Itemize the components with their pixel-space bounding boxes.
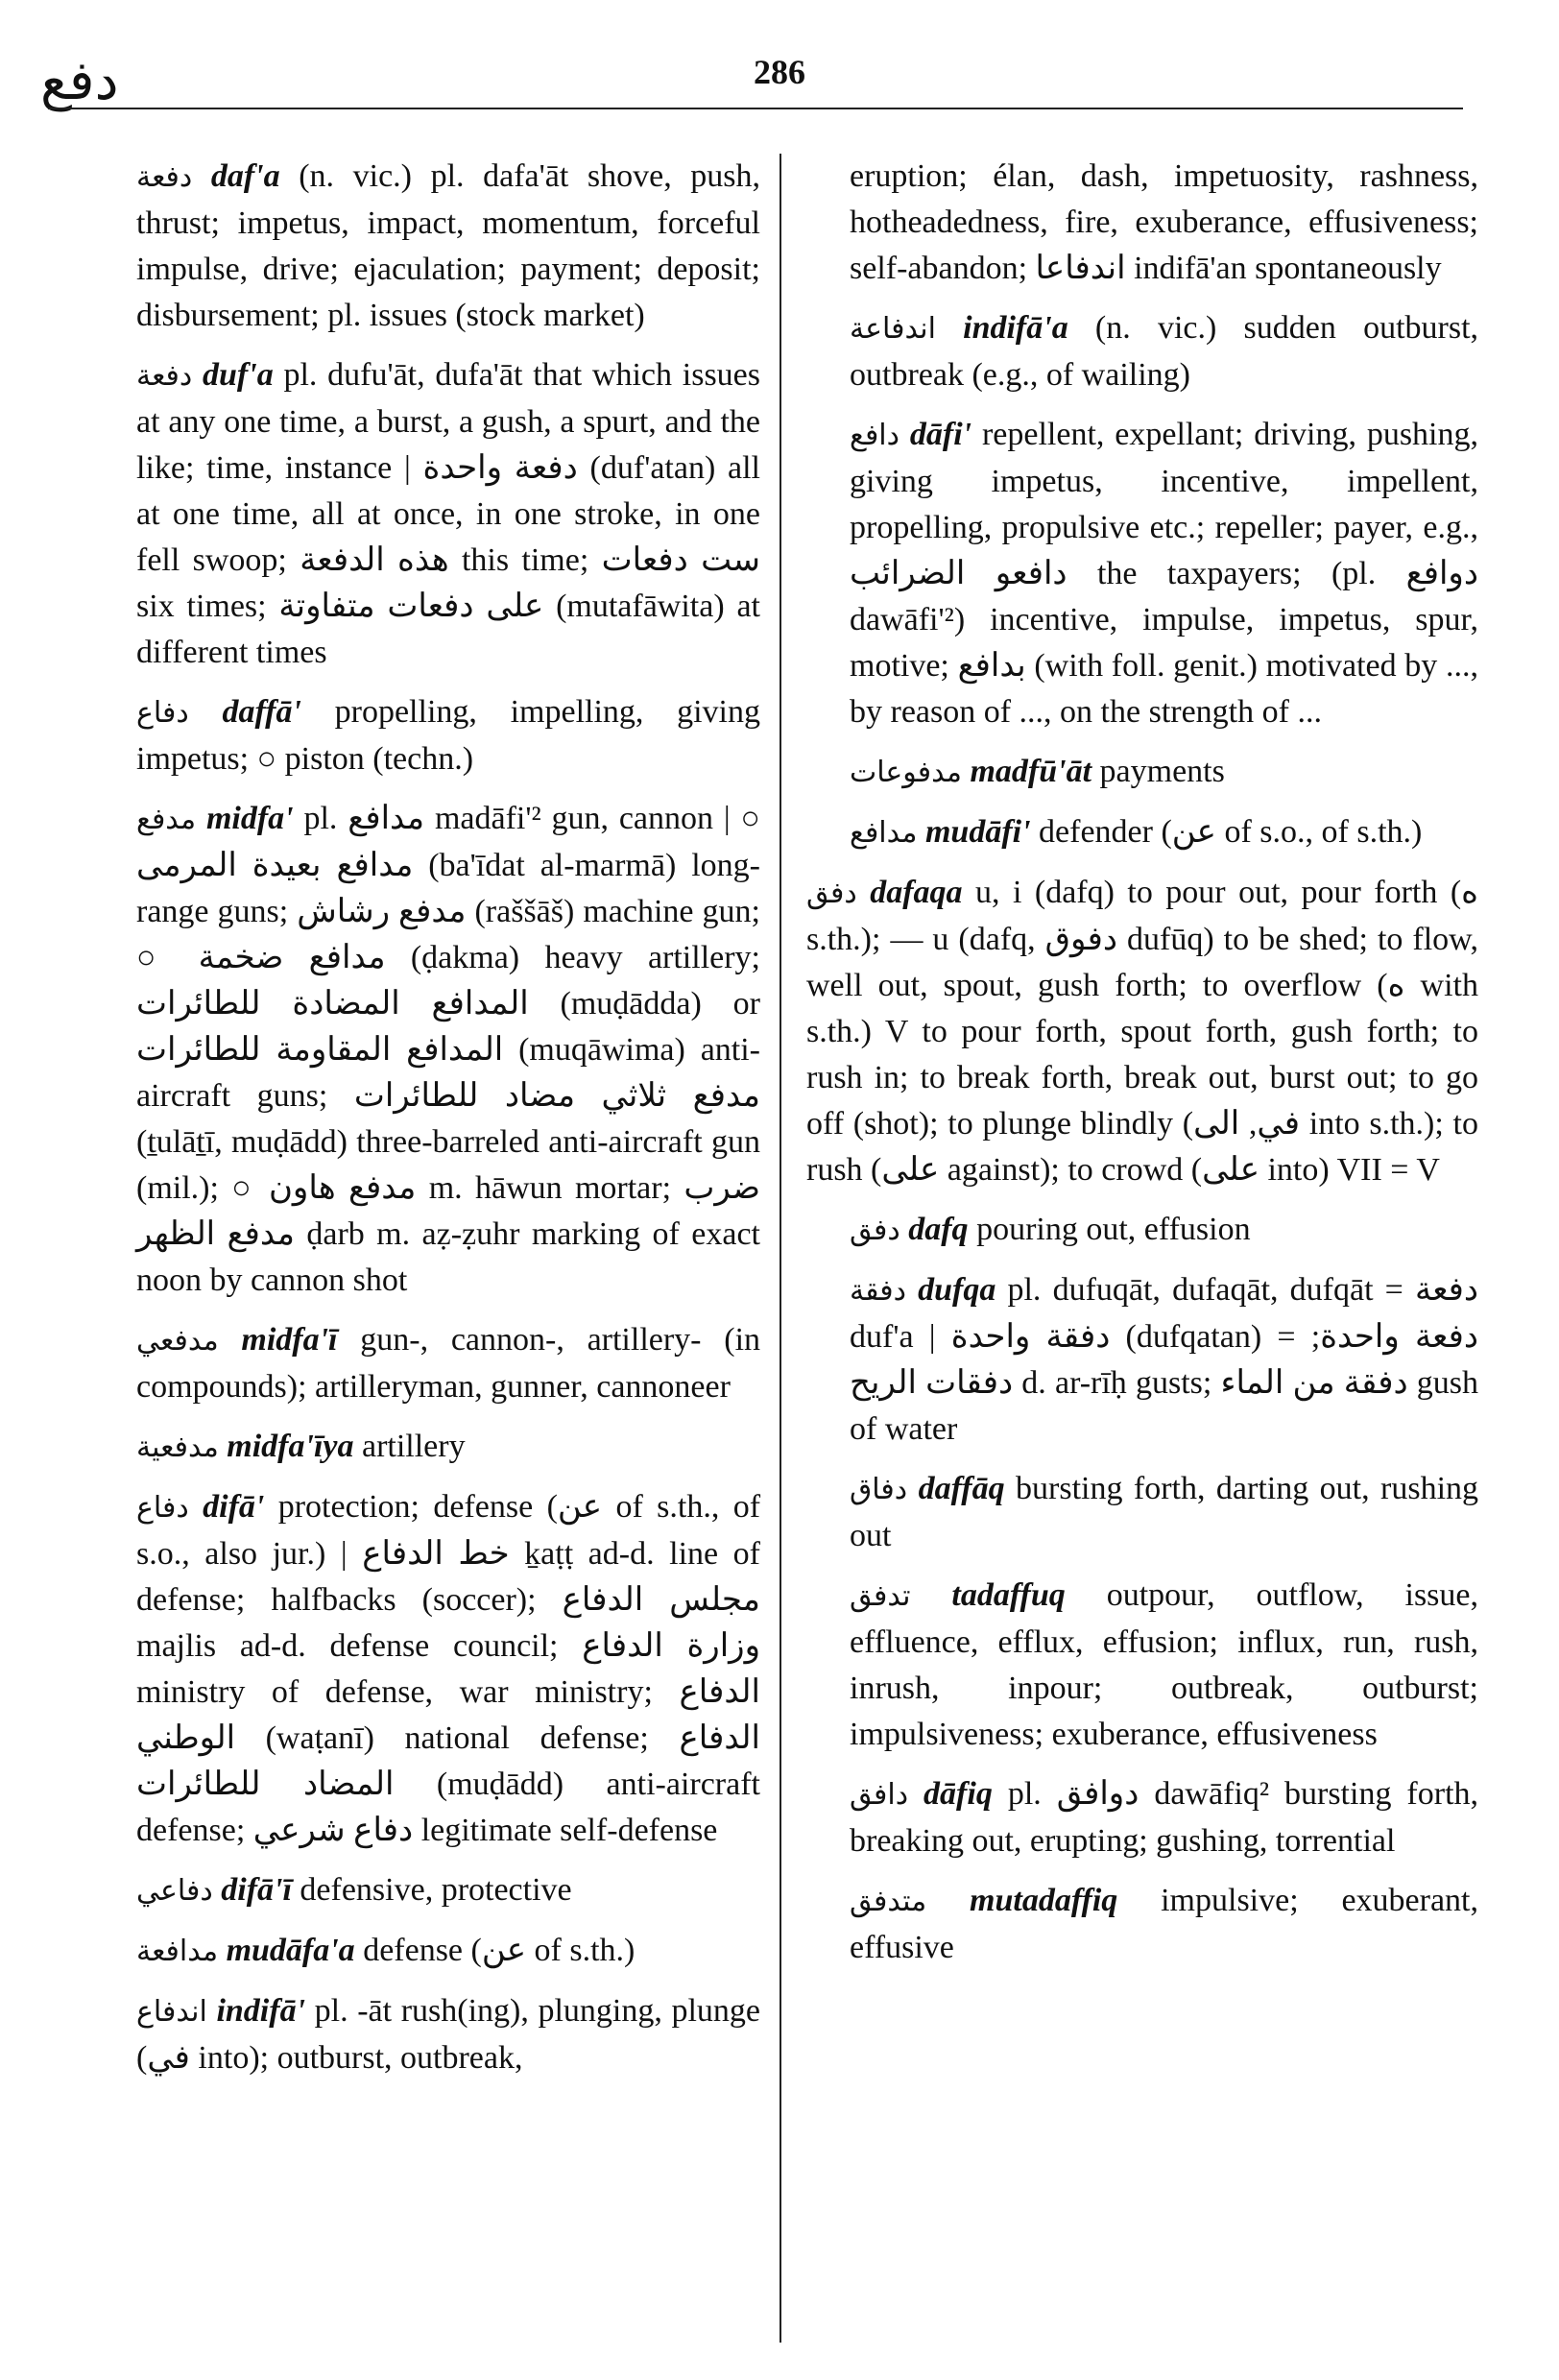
dictionary-entry — [136, 796, 760, 1304]
transliteration: dāfi' — [909, 417, 972, 452]
dictionary-entry — [850, 305, 1478, 398]
transliteration: daffā' — [222, 694, 301, 730]
definition: eruption; élan, dash, impetuosity, rashness, hotheadedness, fire, exuberance, effusiveness; self-abandon; اندفاعا indifā'an spontaneously — [850, 158, 1478, 286]
definition: impulsive; exuberant, effusive — [850, 1883, 1478, 1965]
definition: outpour, outflow, issue, effluence, efflux, effusion; influx, run, rush, inrush, inpour; outbreak, outburst; impulsiveness; exuberance, effusiveness — [850, 1577, 1479, 1752]
left-column — [136, 154, 760, 2095]
dictionary-entry — [850, 749, 1478, 796]
definition: propelling, impelling, giving impetus; ○ piston (techn.) — [136, 694, 761, 777]
transliteration: mudāfi' — [924, 814, 1031, 850]
transliteration: mutadaffiq — [970, 1883, 1118, 1918]
dictionary-entry — [850, 1466, 1478, 1559]
transliteration: indifā' — [216, 1993, 306, 2029]
arabic-headword: دفاق — [850, 1473, 908, 1506]
definition: defense (عن of s.th.) — [363, 1933, 636, 1968]
definition: pl. dufu'āt, dufa'āt that which issues at any one time, a burst, a gush, a spurt, and the like; time, instance | دفعة واحدة (duf'atan) all at one time, all at once, in one stroke, in one fell swoop; هذه الدفعة this time; ست دفعات six times; على دفعات متفاوتة (mutafāwita) at different times — [136, 357, 760, 670]
definition: defender (عن of s.o., of s.th.) — [1039, 814, 1423, 850]
definition: pl. دوافق dawāfiq² bursting forth, breaking out, erupting; gushing, torrential — [850, 1776, 1479, 1859]
dictionary-entry — [850, 1771, 1478, 1864]
arabic-headword: مدفعية — [136, 1430, 219, 1464]
arabic-headword: دفق — [850, 1214, 900, 1247]
transliteration: duf'a — [203, 357, 274, 393]
guide-word: دفع — [40, 50, 119, 112]
transliteration: difā'ī — [221, 1872, 292, 1908]
dictionary-entry — [850, 154, 1478, 292]
transliteration: indifā'a — [963, 310, 1068, 346]
arabic-headword: مدافعة — [136, 1935, 219, 1968]
dictionary-entry — [136, 1317, 760, 1410]
transliteration: midfa'īya — [227, 1429, 354, 1464]
dictionary-entry — [136, 1484, 760, 1854]
dictionary-entry — [136, 1424, 760, 1471]
transliteration: dāfiq — [923, 1776, 993, 1812]
arabic-headword: دفقة — [850, 1274, 906, 1308]
dictionary-entry — [850, 809, 1478, 856]
definition: pl. مدافع madāfi'² gun, cannon | ○ مدافع بعيدة المرمى (ba'īdat al-marmā) long-range guns; مدفع رشاش (raššāš) machine gun; ○ مدافع ضخمة (ḍakma) heavy artillery; المدافع المضادة للطائرات (muḍādda) or المدافع المقاومة للطائرات (muqāwima) anti-aircraft guns; مدفع ثلاثي مضاد للطائرات (ṯulāṯī, muḍādd) three-barreled anti-aircraft gun (mil.); ○ مدفع هاون m. hāwun mortar; ضرب مدفع الظهر ḍarb m. aẓ-ẓuhr marking of exact noon by cannon shot — [136, 801, 761, 1298]
transliteration: tadaffuq — [951, 1577, 1066, 1613]
arabic-headword: دافق — [850, 1778, 909, 1812]
arabic-headword: دفعة — [136, 359, 193, 393]
dictionary-entry — [850, 1878, 1478, 1971]
transliteration: difā' — [203, 1489, 265, 1525]
definition: u, i (dafq) to pour out, pour forth (ه s.th.); — u (dafq, دفوق dufūq) to be shed; to flow, well out, spout, gush forth; to overflow (ه with s.th.) V to pour forth, spout forth, gush forth; to rush in; to break forth, break out, burst out; to go off (shot); to plunge blindly (في, الى into s.th.); to rush (على against); to crowd (على into) VII = V — [806, 875, 1478, 1188]
transliteration: midfa' — [205, 801, 294, 836]
definition: pl. dufuqāt, dufaqāt, dufqāt = دفعة duf'a | دفقة واحدة (dufqatan) = دفعة واحدة; دفقات الريح d. ar-rīḥ gusts; دفقة من الماء gush of water — [850, 1272, 1479, 1447]
definition: bursting forth, darting out, rushing out — [850, 1471, 1479, 1553]
definition: repellent, expellant; driving, pushing, giving impetus, incentive, impellent, propelling, propulsive etc.; repeller; payer, e.g., دافعو الضرائب the taxpayers; (pl. دوافع dawāfi'²) incentive, impulse, impetus, spur, motive; بدافع (with foll. genit.) motivated by ..., by reason of ..., on the strength of ... — [850, 417, 1478, 730]
definition: defensive, protective — [300, 1872, 572, 1908]
transliteration: dufqa — [918, 1272, 996, 1308]
dictionary-entry — [136, 1988, 760, 2081]
dictionary-entry — [850, 1207, 1478, 1254]
arabic-headword: دفاعي — [136, 1874, 213, 1908]
page-header — [0, 0, 1559, 115]
definition: protection; defense (عن of s.th., of s.o., also jur.) | خط الدفاع ḵaṭṭ ad-d. line of defense; halfbacks (soccer); مجلس الدفاع majlis ad-d. defense council; وزارة الدفاع ministry of defense, war ministry; الدفاع الوطني (waṭanī) national defense; الدفاع المضاد للطائرات (muḍādd) anti-aircraft defense; دفاع شرعي legitimate self-defense — [136, 1489, 761, 1848]
transliteration: dafq — [908, 1212, 969, 1247]
transliteration: madfū'āt — [970, 754, 1092, 789]
arabic-headword: مدفع — [136, 803, 197, 836]
dictionary-entry — [136, 154, 760, 339]
arabic-headword: دافع — [850, 419, 900, 452]
definition: pouring out, effusion — [976, 1212, 1251, 1247]
arabic-headword: دفاع — [136, 1491, 189, 1525]
arabic-headword: مدافع — [850, 816, 918, 850]
transliteration: midfa'ī — [241, 1322, 338, 1358]
transliteration: daf'a — [210, 158, 280, 194]
transliteration: daffāq — [918, 1471, 1005, 1506]
dictionary-entry — [850, 1573, 1478, 1758]
dictionary-entry — [136, 1867, 760, 1914]
arabic-headword: متدفق — [850, 1885, 927, 1918]
header-rule — [48, 108, 1463, 109]
arabic-headword: تدفق — [850, 1579, 911, 1613]
arabic-headword: دفق — [806, 877, 857, 910]
arabic-headword: دفاع — [136, 696, 189, 730]
definition: (n. vic.) pl. dafa'āt shove, push, thrust; impetus, impact, momentum, forceful impulse, drive; ejaculation; payment; deposit; disbursement; pl. issues (stock market) — [136, 158, 761, 333]
arabic-headword: مدفعي — [136, 1324, 219, 1358]
arabic-headword: اندفاعة — [850, 312, 936, 346]
transliteration: dafaqa — [870, 875, 963, 910]
definition: payments — [1099, 754, 1225, 789]
dictionary-entry — [136, 352, 760, 676]
transliteration: mudāfa'a — [226, 1933, 355, 1968]
arabic-headword: مدفوعات — [850, 756, 962, 789]
definition: artillery — [361, 1429, 466, 1464]
dictionary-entry — [806, 870, 1478, 1193]
arabic-headword: دفعة — [136, 160, 193, 194]
page-number: 286 — [754, 53, 805, 91]
right-column — [806, 154, 1479, 1984]
dictionary-entry — [850, 1267, 1478, 1453]
arabic-headword: اندفاع — [136, 1995, 207, 2029]
dictionary-entry — [850, 412, 1478, 735]
column-divider — [780, 154, 781, 2343]
dictionary-entry — [136, 689, 760, 782]
definition: (n. vic.) sudden outburst, outbreak (e.g., of wailing) — [850, 310, 1479, 393]
dictionary-entry — [136, 1928, 760, 1975]
definition: gun-, cannon-, artillery- (in compounds); artilleryman, gunner, cannoneer — [136, 1322, 761, 1405]
definition: pl. -āt rush(ing), plunging, plunge (في into); outburst, outbreak, — [136, 1993, 761, 2076]
